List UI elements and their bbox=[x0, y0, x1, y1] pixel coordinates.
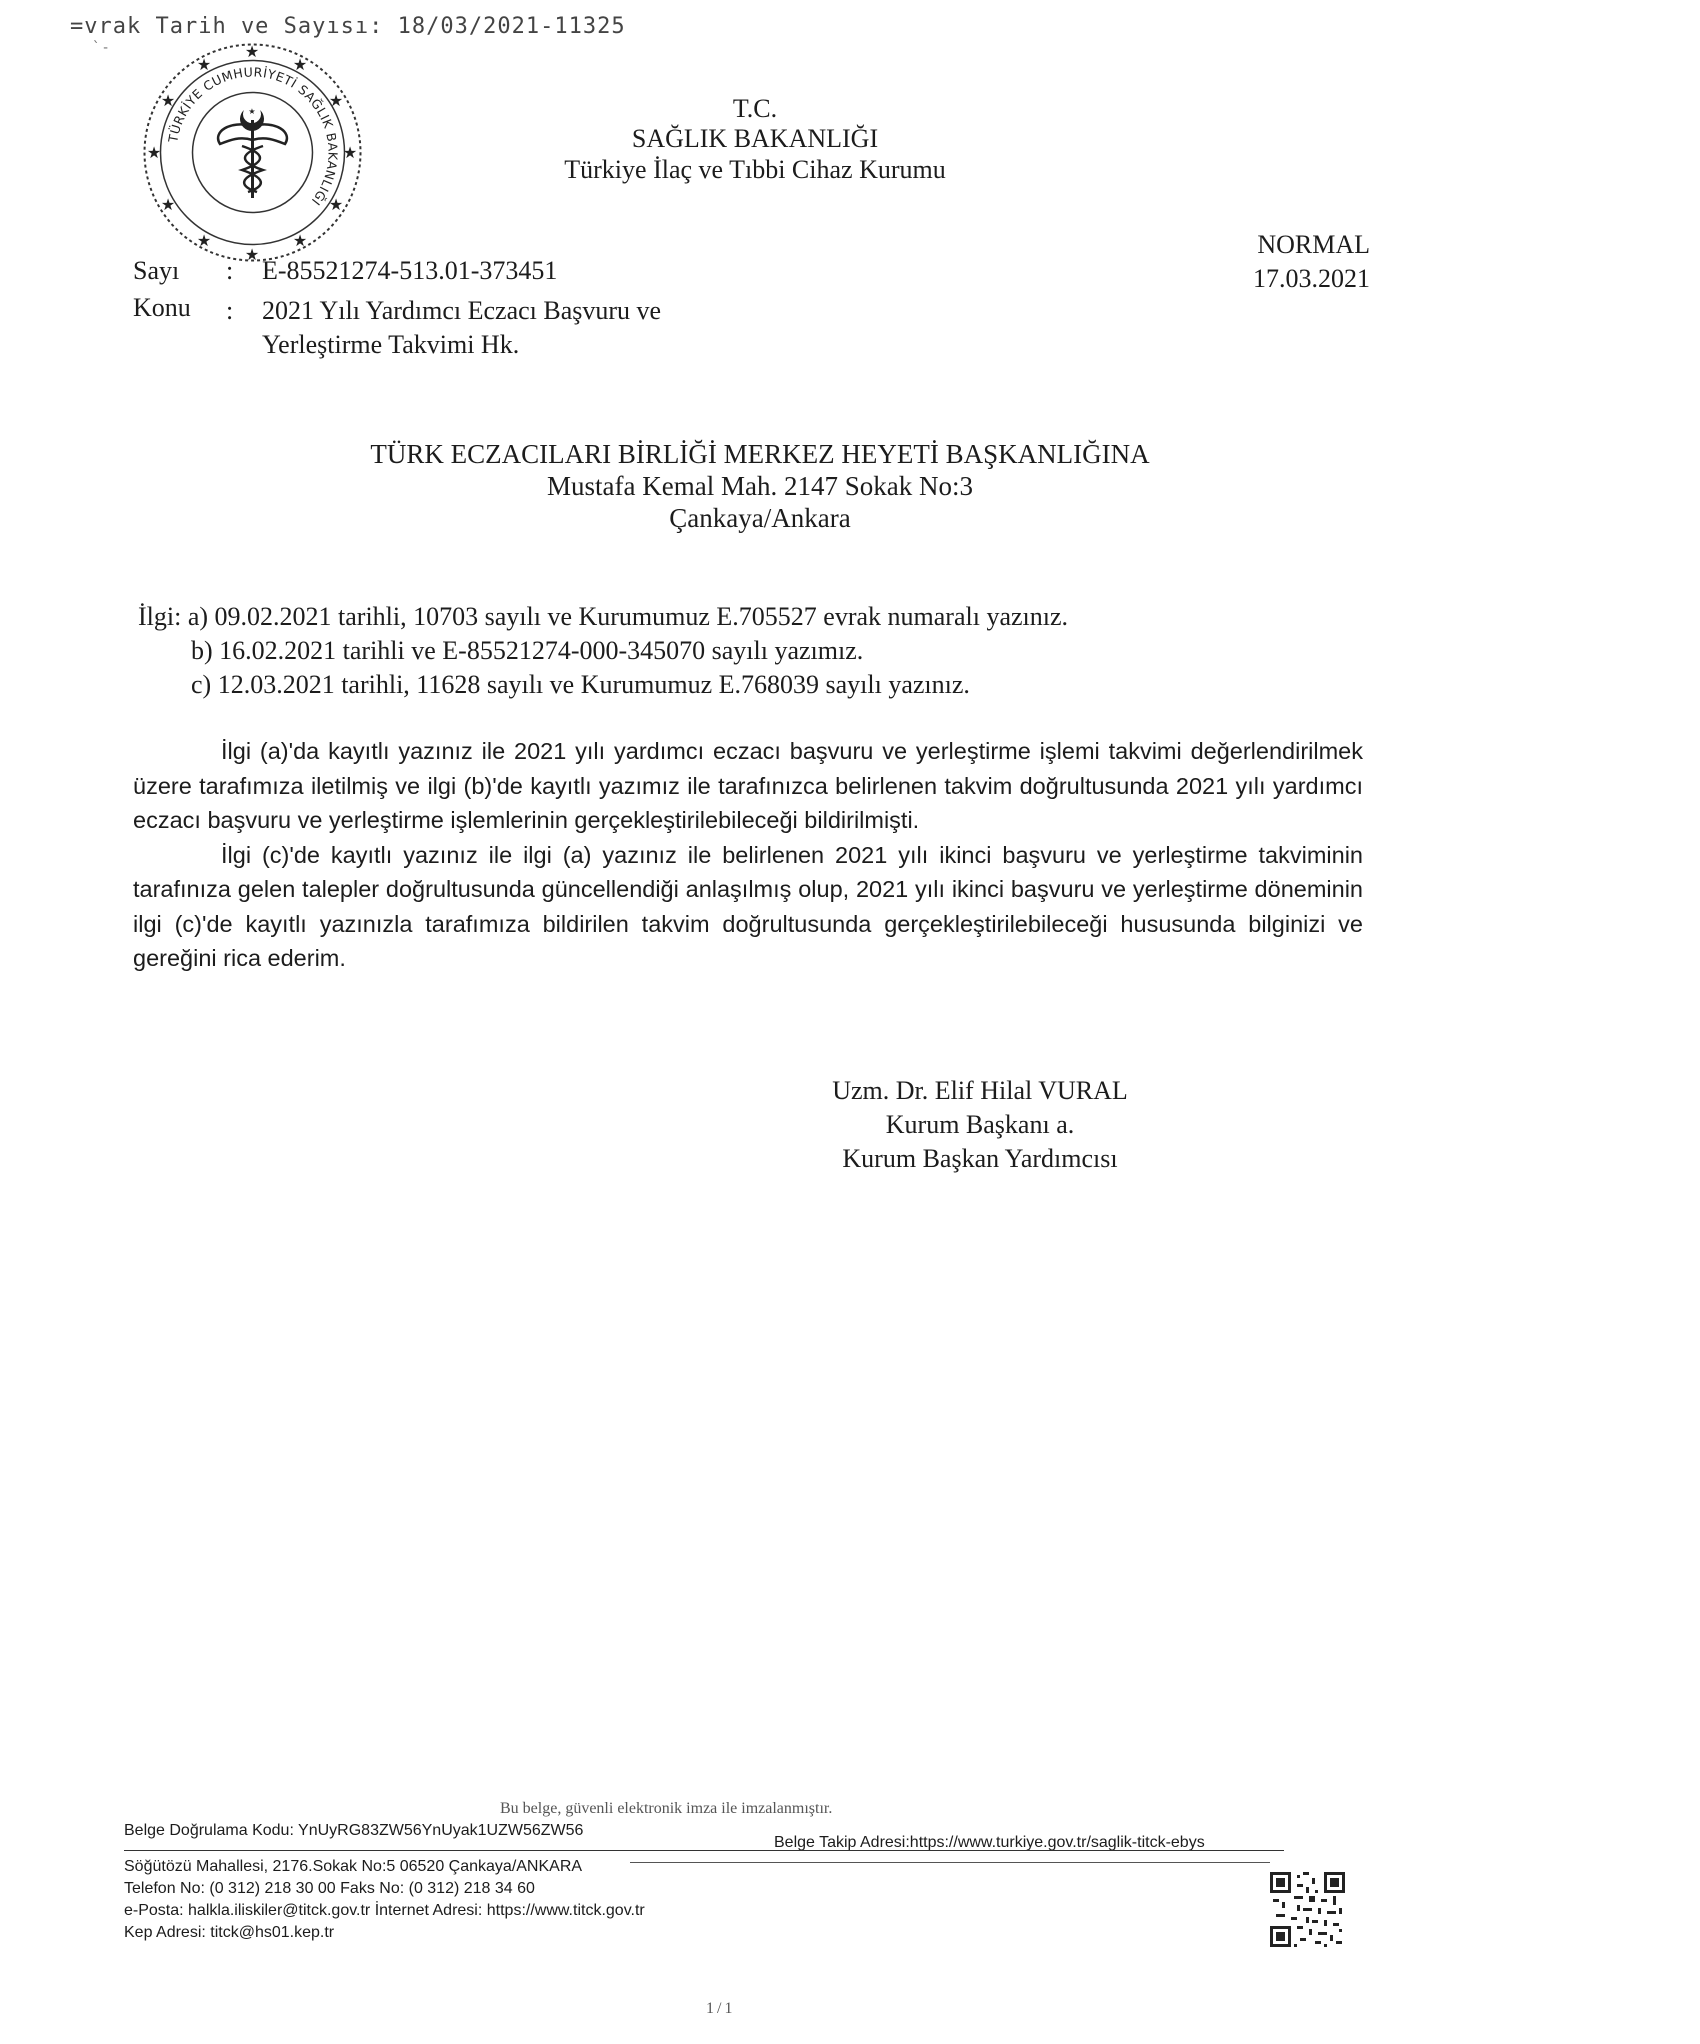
svg-text:★: ★ bbox=[244, 42, 260, 61]
signatory-name: Uzm. Dr. Elif Hilal VURAL bbox=[832, 1076, 1128, 1105]
qr-code-icon bbox=[1270, 1872, 1345, 1947]
konu-label: Konu bbox=[133, 293, 191, 322]
signatory-title-2: Kurum Başkan Yardımcısı bbox=[842, 1144, 1118, 1173]
footer-divider-short bbox=[630, 1862, 1270, 1863]
svg-text:★: ★ bbox=[146, 143, 162, 162]
svg-text:★: ★ bbox=[292, 231, 308, 250]
tracking-address: Belge Takip Adresi:https://www.turkiye.gov.tr/saglik-titck-ebys bbox=[774, 1834, 1205, 1851]
stamp-tick: `- bbox=[92, 40, 111, 56]
konu-line-1: 2021 Yılı Yardımcı Eczacı Başvuru ve bbox=[262, 296, 662, 325]
footer-address: Söğütözü Mahallesi, 2176.Sokak No:5 06520 Çankaya/ANKARA bbox=[124, 1858, 583, 1875]
priority-date-block bbox=[1253, 228, 1370, 296]
svg-text:★: ★ bbox=[244, 245, 260, 264]
reference-a: İlgi: a) 09.02.2021 tarihli, 10703 sayılı ve Kurumumuz E.705527 evrak numaralı yazınız. bbox=[138, 602, 1069, 631]
body-paragraph-1: İlgi (a)'da kayıtlı yazınız ile 2021 yılı yardımcı eczacı başvuru ve yerleştirme işlemi takvimi değerlendirilmek üzere tarafımıza iletilmiş ve ilgi (b)'de kayıtlı yazımız ile tarafınızca belirlenen takvim doğrultusunda 2021 yılı yardımcı eczacı başvuru ve yerleştirme işlemlerinin gerçekleştirilebileceği bildirilmişti. bbox=[133, 738, 1363, 833]
verification-code: Belge Doğrulama Kodu: YnUyRG83ZW56YnUyak1UZW56ZW56 bbox=[124, 1822, 584, 1839]
footer-phone: Telefon No: (0 312) 218 30 00 Faks No: (0 312) 218 34 60 bbox=[124, 1880, 535, 1897]
svg-text:★: ★ bbox=[328, 91, 344, 110]
footer-email: e-Posta: halkla.iliskiler@titck.gov.tr İnternet Adresi: https://www.titck.gov.tr bbox=[124, 1902, 645, 1919]
svg-text:★: ★ bbox=[342, 143, 358, 162]
svg-text:★: ★ bbox=[328, 195, 344, 214]
document-date: 17.03.2021 bbox=[1253, 264, 1370, 293]
letter-body bbox=[133, 734, 1363, 976]
reference-c: c) 12.03.2021 tarihli, 11628 sayılı ve Kurumumuz E.768039 sayılı yazınız. bbox=[191, 670, 970, 699]
header-tc: T.C. bbox=[732, 94, 778, 123]
konu-colon: : bbox=[226, 296, 234, 325]
body-paragraph-2: İlgi (c)'de kayıtlı yazınız ile ilgi (a) yazınız ile belirlenen 2021 yılı ikinci başvuru ve yerleştirme takviminin tarafınıza gelen talepler doğrultusunda güncellendiği anlaşılmış olup, 2021 yılı ikinci başvuru ve yerleştirme döneminin ilgi (c)'de kayıtlı yazınızla tarafımıza bildirilen takvim doğrultusunda gerçekleştirilebileceği hususunda bilginizi ve gereğini rica ederim. bbox=[133, 841, 1363, 971]
priority-label: NORMAL bbox=[1257, 230, 1370, 259]
references-block bbox=[138, 600, 1068, 702]
svg-text:★: ★ bbox=[196, 231, 212, 250]
stamp-text: =vrak Tarih ve Sayısı: 18/03/2021-11325 bbox=[70, 14, 626, 39]
sayi-label: Sayı bbox=[133, 256, 180, 285]
page-number: 1/1 bbox=[706, 2000, 736, 2017]
svg-text:★: ★ bbox=[292, 55, 308, 74]
header-ministry: SAĞLIK BAKANLIĞI bbox=[631, 124, 879, 153]
svg-text:★: ★ bbox=[160, 195, 176, 214]
svg-text:★: ★ bbox=[196, 55, 212, 74]
footer-verification-row bbox=[124, 1822, 1284, 1851]
footer-kep: Kep Adresi: titck@hs01.kep.tr bbox=[124, 1924, 335, 1941]
sayi-value: E-85521274-513.01-373451 bbox=[262, 256, 558, 285]
reference-b: b) 16.02.2021 tarihli ve E-85521274-000-345070 sayılı yazımız. bbox=[191, 636, 864, 665]
footer-contact-block bbox=[124, 1856, 645, 1944]
svg-text:★: ★ bbox=[160, 91, 176, 110]
document-registration-stamp bbox=[70, 14, 626, 56]
addressee-city: Çankaya/Ankara bbox=[669, 503, 851, 533]
addressee-name: TÜRK ECZACILARI BİRLİĞİ MERKEZ HEYETİ BAŞKANLIĞINA bbox=[370, 439, 1150, 469]
addressee-street: Mustafa Kemal Mah. 2147 Sokak No:3 bbox=[547, 471, 973, 501]
konu-line-2: Yerleştirme Takvimi Hk. bbox=[262, 330, 520, 359]
signatory-title-1: Kurum Başkanı a. bbox=[885, 1110, 1075, 1139]
seal-ring-text: TÜRKİYE CUMHURİYETİ SAĞLIK BAKANLIĞI bbox=[165, 64, 341, 209]
sayi-colon: : bbox=[226, 256, 234, 285]
header-agency: Türkiye İlaç ve Tıbbi Cihaz Kurumu bbox=[564, 155, 946, 184]
signature-block bbox=[770, 1074, 1190, 1176]
footer-divider bbox=[124, 1850, 1284, 1851]
svg-text:★: ★ bbox=[248, 107, 256, 116]
esignature-note: Bu belge, güvenli elektronik imza ile imzalanmıştır. bbox=[500, 1800, 833, 1817]
